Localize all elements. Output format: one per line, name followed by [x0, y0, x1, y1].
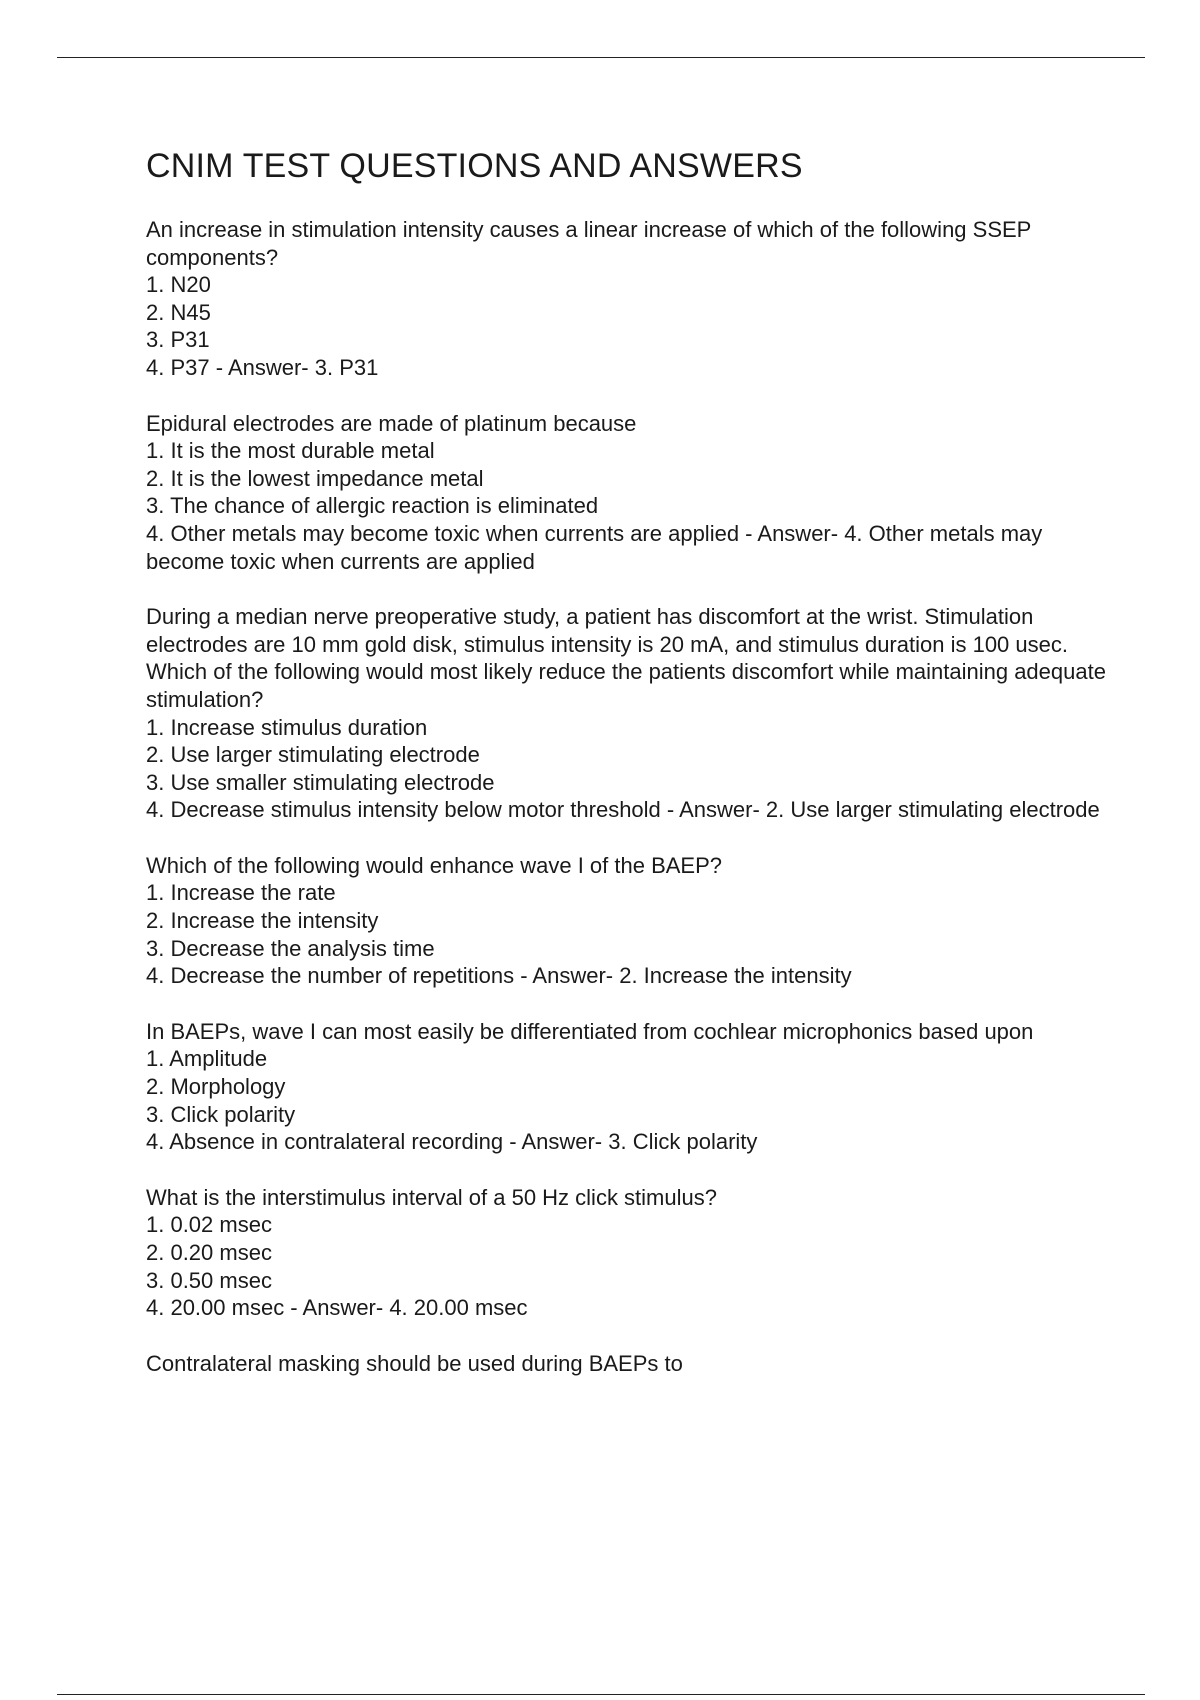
answer-option: 1. Amplitude	[146, 1046, 268, 1072]
document-body	[146, 144, 1113, 1377]
answer-option: 2. N45	[146, 299, 211, 325]
answer-option: 2. Use larger stimulating electrode	[146, 742, 480, 768]
question-block-1	[146, 216, 1106, 382]
answer-option: 1. Increase the rate	[146, 880, 336, 906]
question-text: What is the interstimulus interval of a 50 Hz click stimulus?	[146, 1184, 717, 1210]
answer-option: 4. Decrease the number of repetitions - Answer- 2. Increase the intensity	[146, 963, 852, 989]
answer-option: 1. 0.02 msec	[146, 1212, 272, 1238]
answer-option: 2. 0.20 msec	[146, 1240, 272, 1265]
answer-option: 4. Decrease stimulus intensity below motor threshold - Answer- 2. Use larger stimulating electrode	[146, 797, 1100, 823]
question-block-2	[146, 410, 1106, 576]
answer-option: 3. Click polarity	[146, 1101, 296, 1127]
answer-option: 2. Increase the intensity	[146, 908, 379, 934]
question-block-5	[146, 1018, 1106, 1156]
document-title: CNIM TEST QUESTIONS AND ANSWERS	[146, 147, 803, 185]
answer-option: 4. Other metals may become toxic when currents are applied - Answer- 4. Other metals may become toxic when currents are applied	[146, 520, 1049, 574]
answer-option: 1. It is the most durable metal	[146, 438, 435, 464]
answer-option: 2. Morphology	[146, 1074, 286, 1100]
answer-option: 3. 0.50 msec	[146, 1267, 272, 1293]
answer-option: 2. It is the lowest impedance metal	[146, 465, 484, 491]
question-text: Contralateral masking should be used during BAEPs to	[146, 1350, 683, 1376]
answer-option: 4. 20.00 msec - Answer- 4. 20.00 msec	[146, 1295, 528, 1321]
question-text: An increase in stimulation intensity causes a linear increase of which of the following SSEP components?	[146, 217, 1038, 270]
bottom-rule	[57, 1694, 1145, 1695]
answer-option: 1. Increase stimulus duration	[146, 714, 428, 740]
question-block-7	[146, 1350, 1106, 1378]
question-text: During a median nerve preoperative study, a patient has discomfort at the wrist. Stimulation electrodes are 10 mm gold disk, stimulus intensity is 20 mA, and stimulus duration is 100 usec. Which of the following would most likely reduce the patients discomfort while maintaining adequate stimulation?	[146, 604, 1113, 712]
answer-option: 3. The chance of allergic reaction is eliminated	[146, 493, 599, 519]
question-text: Epidural electrodes are made of platinum because	[146, 410, 637, 436]
answer-option: 4. Absence in contralateral recording - Answer- 3. Click polarity	[146, 1129, 758, 1155]
answer-option: 4. P37 - Answer- 3. P31	[146, 354, 379, 380]
question-block-4	[146, 852, 1106, 990]
question-text: In BAEPs, wave I can most easily be differentiated from cochlear microphonics based upon	[146, 1018, 1034, 1044]
answer-option: 1. N20	[146, 272, 211, 298]
question-text: Which of the following would enhance wave I of the BAEP?	[146, 852, 723, 878]
top-rule	[57, 57, 1145, 58]
answer-option: 3. P31	[146, 327, 210, 353]
answer-option: 3. Use smaller stimulating electrode	[146, 769, 495, 795]
question-block-6	[146, 1184, 1106, 1322]
question-block-3	[146, 603, 1113, 824]
answer-option: 3. Decrease the analysis time	[146, 935, 435, 961]
